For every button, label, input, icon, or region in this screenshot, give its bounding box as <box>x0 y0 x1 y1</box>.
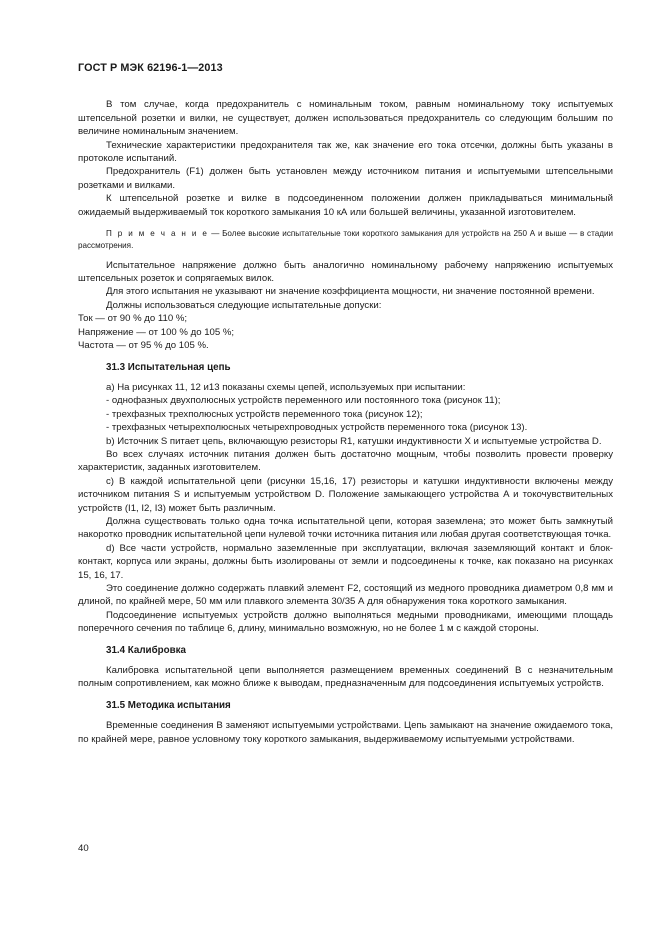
document-header: ГОСТ Р МЭК 62196-1—2013 <box>78 62 223 74</box>
tolerance-voltage: Напряжение — от 100 % до 105 %; <box>78 326 235 338</box>
paragraph-grounding-point: Должна существовать только одна точка испытательной цепи, которая заземлена; это может быть замкнутый накоротко проводник испытательной цепи нулевой точки источника питания или любая другая соответствующая точка. <box>78 515 613 541</box>
note <box>78 228 613 252</box>
paragraph-fuse-rating: В том случае, когда предохранитель с номинальным током, равным номинальному току испытуемых штепсельной розетки и вилки, не существует, должен использоваться предохранитель со следующим большим по величине номинальным значением. <box>78 99 613 138</box>
paragraph-test-method: Временные соединения B заменяют испытуемыми устройствами. Цепь замыкают на значение ожидаемого тока, по крайней мере, равное условному току короткого замыкания, выдерживаемому испытуемыми устройствами. <box>78 720 613 745</box>
document-page <box>78 62 613 746</box>
paragraph-31-3-d: d) Все части устройств, нормально заземленные при эксплуатации, включая заземляющий контакт и блок-контакт, корпуса или экраны, должны быть изолированы от земли и подсоединены к точке, как показано на рисунках 15, 16, 17. <box>78 542 613 581</box>
paragraph-short-circuit-current: К штепсельной розетке и вилке в подсоединенном положении должен прикладываться минимальный ожидаемый выдерживаемый ток короткого замыкания 10 кА или большей величины, указанной изготовителем. <box>78 193 613 218</box>
tolerance-current: Ток — от 90 % до 110 %; <box>78 313 188 325</box>
paragraph-power-source: Во всех случаях источник питания должен быть достаточно мощным, чтобы позволить провести проверку характеристик, заданных изготовителем. <box>78 448 613 474</box>
note-label: П р и м е ч а н и е <box>106 229 209 239</box>
list-item-single-phase: - однофазных двухполюсных устройств переменного или постоянного тока (рисунок 11); <box>106 395 501 407</box>
paragraph-31-3-c: c) В каждой испытательной цепи (рисунки 15,16, 17) резисторы и катушки индуктивности включены между источником питания S и испытуемым устройством D. Положение замыкающего устройства A и токочувствительных устройств (I1, I2, I3) может быть различным. <box>78 475 613 514</box>
note-text: — Более высокие испытательные токи короткого замыкания для устройств на 250 А и выше — в стадии рассмотрения. <box>78 229 613 250</box>
paragraph-31-3-b: b) Источник S питает цепь, включающую резисторы R1, катушки индуктивности X и испытуемые устройства D. <box>106 435 602 447</box>
paragraph-calibration: Калибровка испытательной цепи выполняется размещением временных соединений B с незначительным полным сопротивлением, как можно ближе к выводам, предназначенным для подсоединения испытуемых устройств. <box>78 665 613 690</box>
paragraph-connection-conductors: Подсоединение испытуемых устройств должно выполняться медными проводниками, имеющими площадь поперечного сечения по таблице 6, длину, минимально возможную, но не более 1 м с каждой стороны. <box>78 609 613 635</box>
section-title-31-3: 31.3 Испытательная цепь <box>106 361 231 373</box>
paragraph-test-voltage: Испытательное напряжение должно быть аналогично номинальному рабочему напряжению испытуемых штепсельных розеток и сопрягаемых вилок. <box>78 259 613 285</box>
tolerance-frequency: Частота — от 95 % до 105 %. <box>78 340 209 352</box>
page-number: 40 <box>78 843 89 854</box>
paragraph-fuse-placement: Предохранитель (F1) должен быть установлен между источником питания и испытуемыми штепсельными розетками и вилками. <box>78 166 613 191</box>
section-title-31-5: 31.5 Методика испытания <box>106 699 231 711</box>
paragraph-tolerances: Должны использоваться следующие испытательные допуски: <box>106 299 382 311</box>
paragraph-31-3-a: а) На рисунках 11, 12 и13 показаны схемы цепей, используемых при испытании: <box>106 381 466 393</box>
list-item-three-phase-three-pole: - трехфазных трехполюсных устройств переменного тока (рисунок 12); <box>106 408 423 420</box>
paragraph-fuse-element-f2: Это соединение должно содержать плавкий элемент F2, состоящий из медного проводника диаметром 0,8 мм и длиной, по крайней мере, 50 мм или плавкого элемента 30/35 А для обнаружения тока короткого замыкания. <box>78 583 613 608</box>
paragraph-power-factor: Для этого испытания не указывают ни значение коэффициента мощности, ни значение постоянной времени. <box>106 286 595 298</box>
paragraph-fuse-characteristics: Технические характеристики предохранителя так же, как значение его тока отсечки, должны быть указаны в протоколе испытаний. <box>78 139 613 165</box>
section-title-31-4: 31.4 Калибровка <box>106 644 186 656</box>
list-item-three-phase-four-pole: - трехфазных четырехполюсных четырехпроводных устройств переменного тока (рисунок 13). <box>106 422 528 434</box>
